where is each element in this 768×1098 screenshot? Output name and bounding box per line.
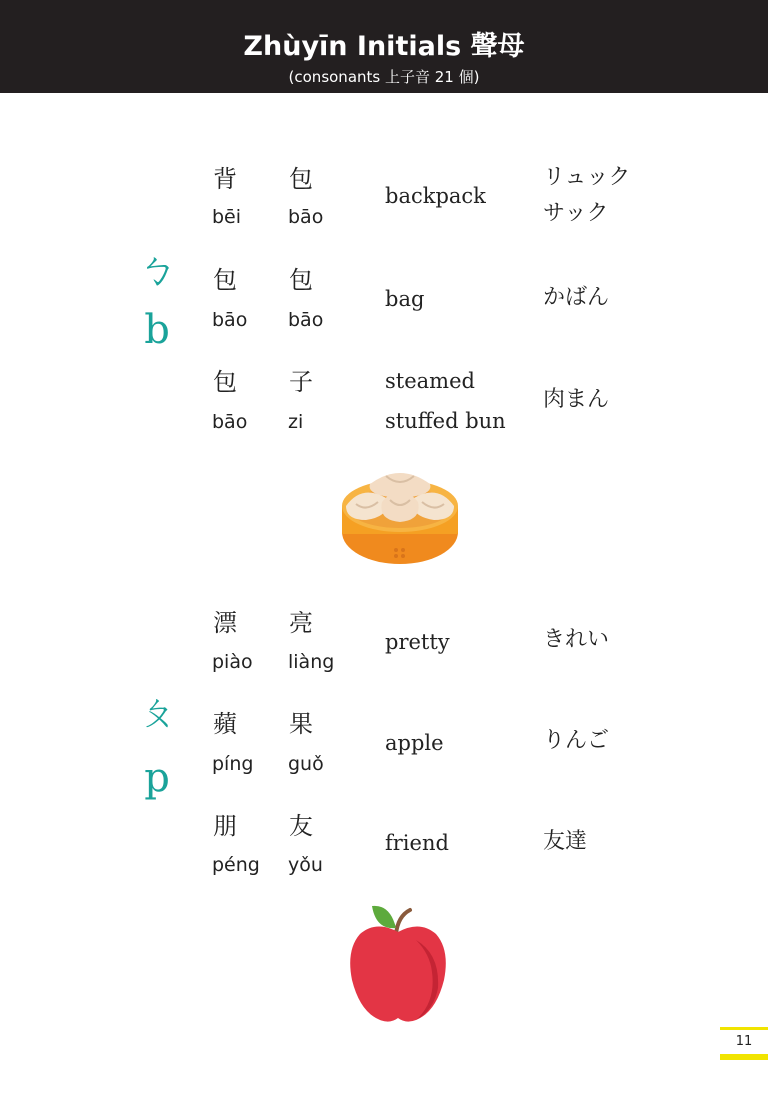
vocab-character: 子 (289, 368, 313, 396)
vocab-character: 亮 (289, 609, 313, 637)
vocab-character: 友 (289, 812, 313, 840)
english-translation: pretty (385, 630, 450, 654)
japanese-translation: リュック サック (543, 165, 631, 226)
steamed-buns-basket-icon (336, 462, 464, 568)
vocab-character: 蘋 (213, 710, 237, 738)
vocab-pinyin: péng (212, 854, 260, 876)
vocab-character: 果 (289, 710, 313, 738)
vocab-character: 包 (213, 368, 237, 396)
zhuyin-symbol-p: ㄆ (137, 689, 177, 735)
zhuyin-symbol-b: ㄅ (137, 247, 177, 293)
japanese-translation: きれい (543, 627, 610, 652)
english-translation: steamed (385, 369, 475, 393)
vocab-pinyin: yǒu (288, 854, 323, 876)
vocab-character: 背 (213, 165, 237, 193)
latin-letter-p: p (144, 755, 170, 801)
latin-letter-b: b (144, 307, 170, 353)
vocab-pinyin: liàng (288, 651, 335, 673)
vocab-pinyin: bāo (288, 309, 324, 331)
vocab-character: 朋 (213, 812, 237, 840)
japanese-translation: 肉まん (543, 387, 610, 412)
apple-icon (346, 902, 450, 1024)
japanese-translation: かばん (543, 285, 610, 310)
vocab-character: 包 (289, 266, 313, 294)
page-number: 11 (720, 1027, 768, 1060)
page-subtitle: (consonants 上子音 21 個) (288, 68, 480, 86)
japanese-translation: 友達 (543, 829, 588, 854)
page-header (0, 0, 768, 93)
english-translation: apple (385, 731, 444, 755)
vocab-pinyin: bāo (212, 411, 248, 433)
page-title: Zhùyīn Initials 聲母 (243, 31, 525, 62)
vocab-pinyin: zi (288, 411, 304, 433)
english-translation: stuffed bun (385, 409, 506, 433)
english-translation: bag (385, 287, 425, 311)
vocab-pinyin: bāo (212, 309, 248, 331)
vocab-character: 包 (213, 266, 237, 294)
japanese-translation: りんご (543, 728, 610, 753)
vocab-pinyin: píng (212, 753, 254, 775)
vocab-character: 漂 (213, 609, 237, 637)
vocab-pinyin: piào (212, 651, 253, 673)
english-translation: backpack (385, 184, 486, 208)
vocab-pinyin: bāo (288, 206, 324, 228)
vocab-pinyin: guǒ (288, 753, 324, 775)
vocab-pinyin: bēi (212, 206, 242, 228)
english-translation: friend (385, 831, 449, 855)
vocab-character: 包 (289, 165, 313, 193)
